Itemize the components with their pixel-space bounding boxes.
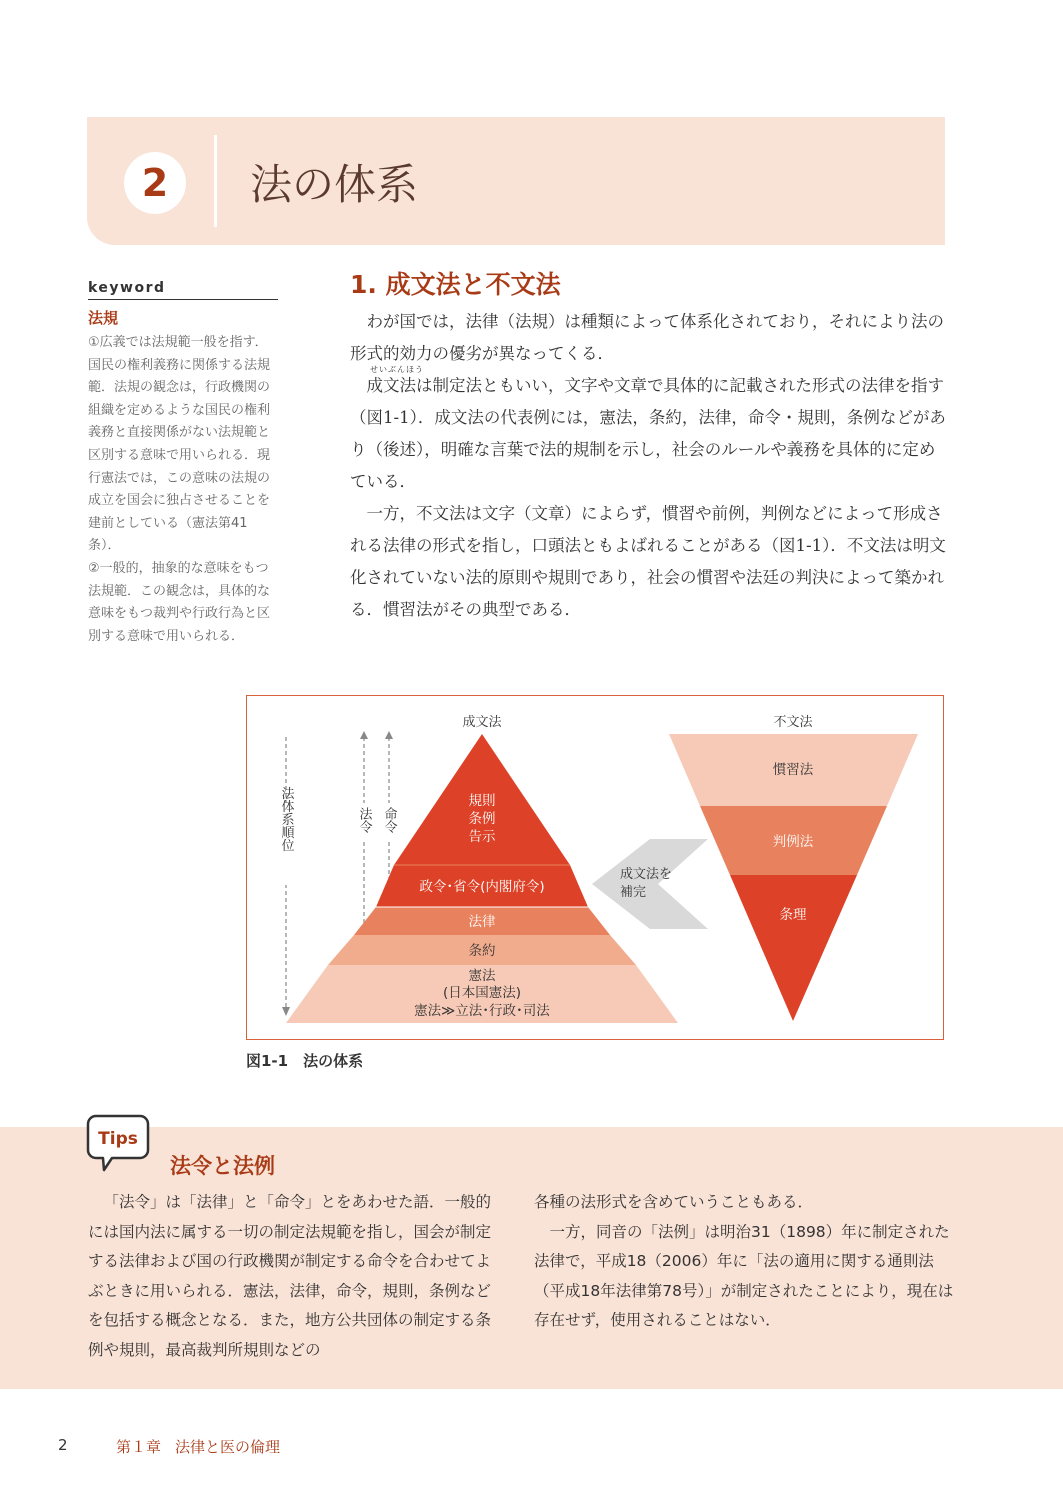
horei-arrow-head-top (360, 731, 368, 739)
tips-speech-bubble-icon (86, 1112, 150, 1174)
left-title: 成文法 (462, 715, 502, 730)
pyramid-tier-3-label: 法律 (468, 914, 496, 930)
pyramid-top-label-2: 条例 (468, 811, 496, 827)
keyword-label: keyword (88, 280, 166, 296)
tips-left-column (88, 1188, 506, 1365)
meirei-arrow-head-top (385, 731, 393, 739)
keyword-definition-2: ②一般的，抽象的な意味をもつ法規範．この観念は，具体的な意味をもつ裁判や行政行為と区別する意味で用いられる． (88, 560, 271, 644)
keyword-term: 法規 (88, 309, 119, 327)
tips-badge-text: Tips (98, 1129, 138, 1149)
subsection-heading: 1. 成文法と不文法 (350, 270, 561, 299)
running-footer (116, 1436, 294, 1457)
inverted-label-1: 慣習法 (772, 762, 814, 778)
pyramid-base-label-2: (日本国憲法) (442, 985, 522, 1001)
right-title: 不文法 (773, 715, 813, 730)
footer-chapter-title: 法律と医の倫理 (175, 1438, 281, 1456)
tips-title: 法令と法例 (170, 1154, 275, 1178)
pyramid-base-label-1: 憲法 (468, 968, 496, 984)
keyword-rule (88, 299, 278, 300)
inverted-label-2: 判例法 (772, 834, 814, 850)
inverted-tier-3 (730, 875, 857, 1021)
figure-caption: 図1-1 法の体系 (246, 1052, 364, 1070)
main-body (350, 306, 950, 626)
tips-right-column (534, 1188, 954, 1336)
supplement-label-2: 補完 (620, 885, 647, 900)
pyramid-tier-2-label: 政令･省令(内閣府令) (419, 879, 545, 895)
page-number: 2 (58, 1436, 68, 1454)
keyword-definition-1: ①広義では法規範一般を指す．国民の権利義務に関係する法規範．法規の観念は，行政機関の組織を定めるような国民の権利義務と直接関係がない法規範と区別する意味で用いられる．現行憲法では，この意味の法規の成立を国会に独占させることを建前としている（憲法第41条）． (88, 335, 271, 554)
axis-label: 法体系順位 (278, 786, 294, 852)
ruby-annotation: せいぶんほう (370, 365, 424, 374)
paragraph-3: 一方，不文法は文字（文章）によらず，慣習や前例，判例などによって形成される法律の形式を指し，口頭法ともよばれることがある（図1-1）．不文法は明文化されていない法的原則や規則であり，社会の慣習や法廷の判決によって築かれる．慣習法がその典型である． (350, 504, 946, 619)
keyword-definition (88, 332, 280, 648)
pyramid-tier-4-label: 条約 (468, 943, 496, 959)
meirei-label: 命令 (381, 807, 397, 833)
supplement-label-1: 成文法を (620, 867, 673, 882)
pyramid-top-label-3: 告示 (468, 829, 496, 845)
tips-paragraph-2: 各種の法形式を含めていうこともある． (534, 1193, 814, 1211)
axis-arrow-head (282, 1007, 290, 1016)
paragraph-2: 成文法は制定法ともいい，文字や文章で具体的に記載された形式の法律を指す（図1-1）．成文法の代表例には，憲法，条約，法律，命令・規則，条例などがあり（後述），明確な言葉で法的規制を示し，社会のルールや義務を具体的に定めている． (350, 376, 946, 491)
law-system-diagram (246, 695, 944, 1040)
section-number-badge: 2 (124, 152, 186, 214)
horei-label: 法令 (356, 807, 372, 833)
supplement-arrow (592, 839, 708, 929)
tips-paragraph-3: 一方，同音の「法例」は明治31（1898）年に制定された法律で，平成18（2006）年に「法の適用に関する通則法（平成18年法律第78号）」が制定されたことにより，現在は存在せず，使用されることはない． (534, 1222, 954, 1329)
pyramid-top-label-1: 規則 (468, 793, 496, 809)
section-title: 法の体系 (250, 160, 419, 209)
header-divider (214, 135, 217, 227)
inverted-label-3: 条理 (779, 907, 807, 923)
footer-chapter-number: 第１章 (116, 1438, 162, 1456)
paragraph-1: わが国では，法律（法規）は種類によって体系化されており，それにより法の形式的効力の優劣が異なってくる． (350, 312, 944, 363)
pyramid-base-label-3: 憲法≫立法･行政･司法 (414, 1003, 550, 1019)
tips-paragraph-1: 「法令」は「法律」と「命令」とをあわせた語．一般的には国内法に属する一切の制定法規範を指し，国会が制定する法律および国の行政機関が制定する命令を合わせてよぶときに用いられる．憲法，法律，命令，規則，条例などを包括する概念となる．また，地方公共団体の制定する条例や規則，最高裁判所規則などの (88, 1193, 492, 1359)
